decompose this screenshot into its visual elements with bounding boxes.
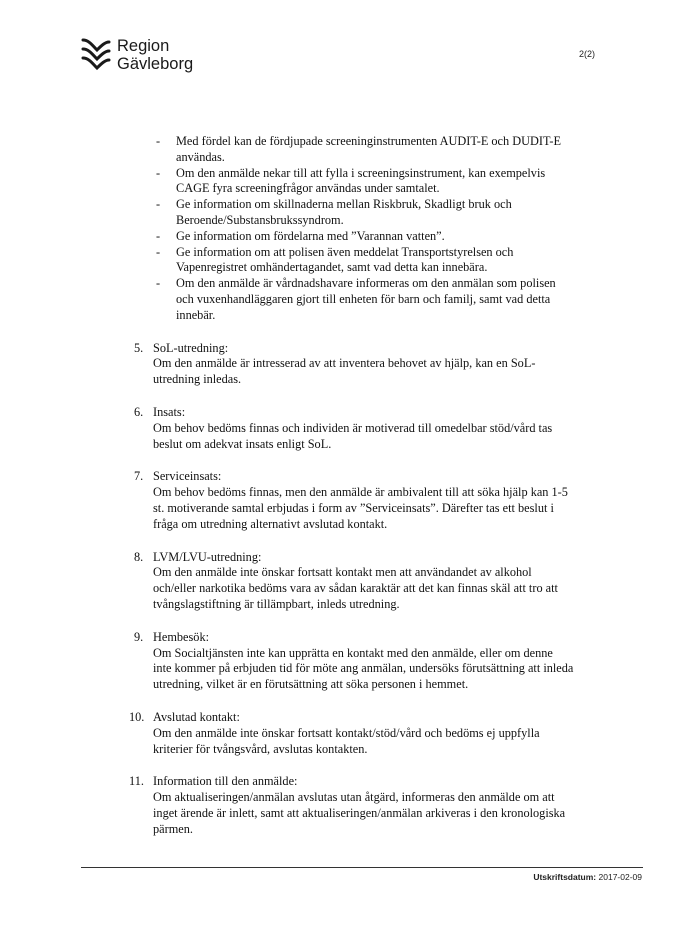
step-body: Om Socialtjänsten inte kan upprätta en kontakt med den anmälde, eller om denne inte kommer på erbjuden tid för möte ang anmälan, undersöks förutsättning att inleda utredning, vilket är en förutsättning att söka personen i hemmet. bbox=[153, 645, 574, 692]
step-number: 5. bbox=[134, 340, 144, 355]
step-body: Om aktualiseringen/anmälan avslutas utan åtgärd, informeras den anmälde om att inget ärende är inlett, samt att aktualiseringen/anmälan arkiveras i den kronologiska pärmen. bbox=[153, 790, 566, 836]
bullet-item: - Ge information om fördelarna med ”Varannan vatten”. bbox=[176, 229, 574, 245]
step-number: 11. bbox=[129, 774, 144, 789]
print-date-value: 2017-02-09 bbox=[598, 872, 642, 882]
step-title: Hembesök: bbox=[153, 629, 210, 644]
logo-line-gavleborg: Gävleborg bbox=[117, 55, 194, 73]
step-number: 10. bbox=[129, 709, 145, 724]
step-title: Avslutad kontakt: bbox=[153, 709, 240, 724]
bullet-item: - Om den anmälde är vårdnadshavare informeras om den anmälan som polisen och vuxenhandläggaren gjort till enheten för barn och familj, samt vad detta innebär. bbox=[176, 276, 574, 323]
step-item bbox=[129, 709, 574, 757]
footer-divider bbox=[81, 867, 643, 868]
bullet-item: - Med fördel kan de fördjupade screeninginstrumenten AUDIT-E och DUDIT-E användas. bbox=[176, 134, 574, 166]
step-item bbox=[129, 774, 574, 837]
step-item bbox=[134, 630, 574, 693]
step-title: LVM/LVU-utredning: bbox=[153, 549, 262, 564]
step-number: 6. bbox=[134, 404, 144, 419]
step-body: Om den anmälde är intresserad av att inventera behovet av hjälp, kan en SoL-utredning inledas. bbox=[153, 356, 536, 387]
step-body: Om den anmälde inte önskar fortsatt kontakt/stöd/vård och bedöms ej uppfylla kriterier för tvångsvård, avslutas kontakten. bbox=[153, 725, 540, 756]
step-title: Serviceinsats: bbox=[153, 469, 222, 484]
logo-line-region: Region bbox=[117, 37, 170, 55]
step-title: SoL-utredning: bbox=[153, 340, 229, 355]
step-title: Insats: bbox=[153, 404, 186, 419]
step-item bbox=[134, 405, 574, 452]
document-body bbox=[129, 134, 574, 854]
logo-text bbox=[117, 37, 193, 73]
step-item bbox=[134, 341, 574, 388]
step-title: Information till den anmälde: bbox=[153, 774, 298, 789]
step-body: Om behov bedöms finnas och individen är motiverad till omedelbar stöd/vård tas beslut om adekvat insats enligt SoL. bbox=[153, 420, 553, 451]
page-number: 2(2) bbox=[578, 49, 595, 59]
step-number: 8. bbox=[134, 549, 144, 564]
step-body: Om den anmälde inte önskar fortsatt kontakt men att användandet av alkohol och/eller narkotika bedöms vara av sådan karaktär att det kan finnas skäl att tro att tvångslagstiftning är tillämpbart, inleds utredning. bbox=[153, 565, 558, 611]
step-number: 9. bbox=[134, 629, 144, 644]
region-gavleborg-logo bbox=[81, 37, 193, 73]
bullet-item: - Ge information om att polisen även meddelat Transportstyrelsen och Vapenregistret omhändertagandet, samt vad detta kan innebära. bbox=[176, 245, 574, 277]
numbered-steps bbox=[129, 340, 574, 838]
step-item bbox=[134, 550, 574, 613]
print-date-label: Utskriftsdatum: bbox=[533, 872, 597, 882]
step-body: Om behov bedöms finnas, men den anmälde är ambivalent till att söka hjälp kan 1-5 st. motiverande samtal erbjudas i form av ”Serviceinsats”. Därefter tas ett beslut i fråga om utredning alternativt avslutad kontakt. bbox=[153, 485, 568, 531]
print-date bbox=[533, 872, 642, 882]
region-logo-icon bbox=[81, 37, 111, 73]
step-number: 7. bbox=[134, 469, 144, 484]
bullet-item: - Ge information om skillnaderna mellan Riskbruk, Skadligt bruk och Beroende/Substansbrukssyndrom. bbox=[176, 197, 574, 229]
bullet-item: - Om den anmälde nekar till att fylla i screeningsinstrument, kan exempelvis CAGE fyra screeningfrågor användas under samtalet. bbox=[176, 166, 574, 198]
bullet-list bbox=[134, 134, 574, 324]
step-item bbox=[134, 469, 574, 532]
